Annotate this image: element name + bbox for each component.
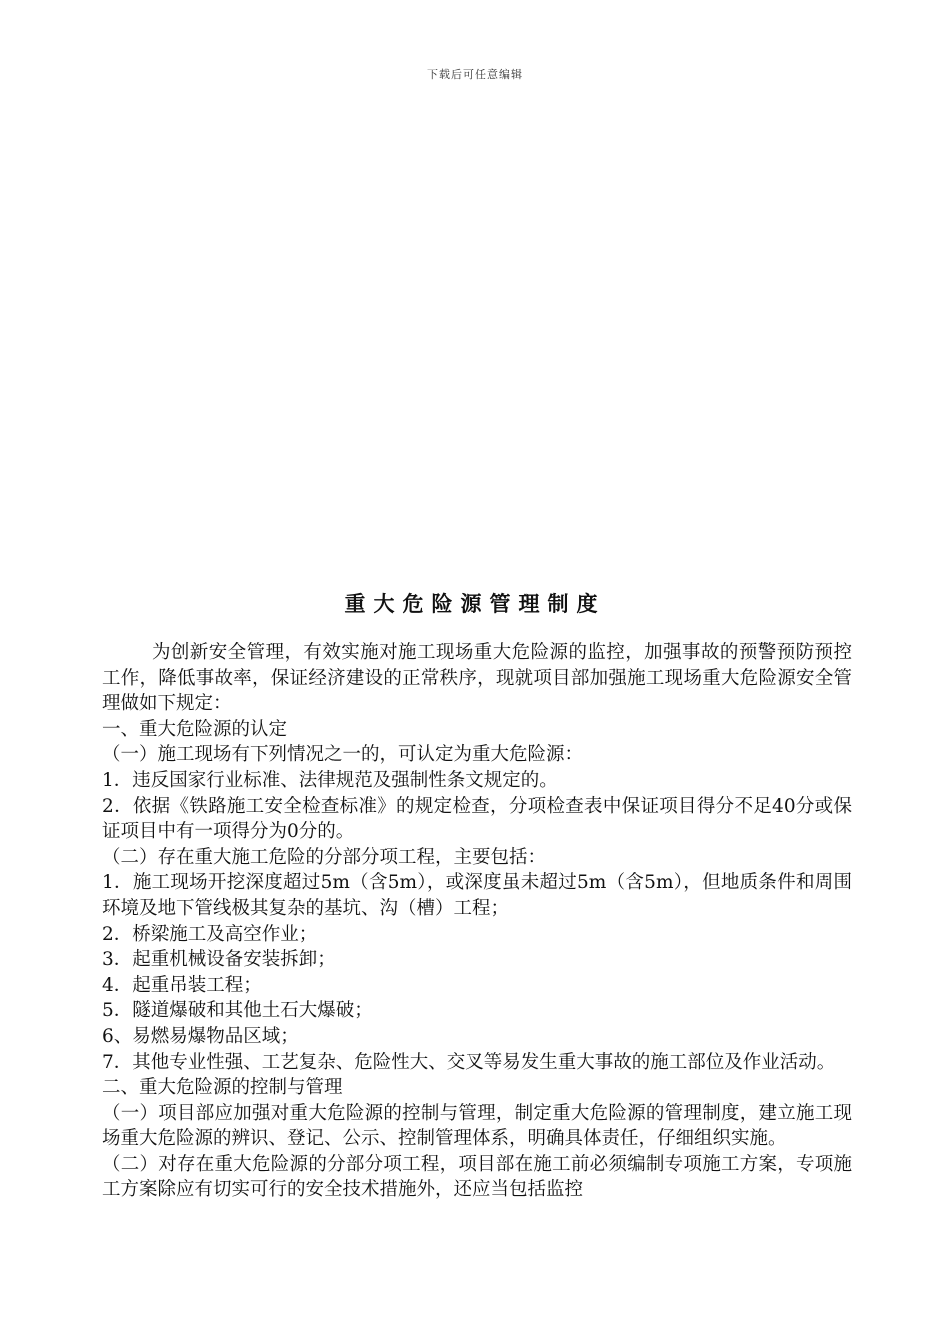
document-title: 重大危险源管理制度 bbox=[344, 592, 606, 616]
subsection-paragraph-2-2: （二）对存在重大危险源的分部分项工程，项目部在施工前必须编制专项施工方案，专项施工方案除应有切实可行的安全技术措施外，还应当包括监控 bbox=[102, 1153, 852, 1201]
subsection-heading-1-2: （二）存在重大施工危险的分部分项工程，主要包括： bbox=[102, 846, 547, 868]
list-item: 2．依据《铁路施工安全检查标准》的规定检查，分项检查表中保证项目得分不足40分或保证项目中有一项得分为0分的。 bbox=[102, 795, 852, 843]
subsection-paragraph-2-1: （一）项目部应加强对重大危险源的控制与管理，制定重大危险源的管理制度，建立施工现场重大危险源的辨识、登记、公示、控制管理体系，明确具体责任，仔细组织实施。 bbox=[102, 1102, 852, 1150]
list-item: 1．违反国家行业标准、法律规范及强制性条文规定的。 bbox=[102, 769, 558, 791]
document-body bbox=[102, 640, 852, 1203]
list-item: 2．桥梁施工及高空作业； bbox=[102, 923, 318, 945]
list-item: 1．施工现场开挖深度超过5m（含5m），或深度虽未超过5m（含5m），但地质条件和周围环境及地下管线极其复杂的基坑、沟（槽）工程； bbox=[102, 872, 852, 919]
download-edit-note: 下载后可任意编辑 bbox=[427, 68, 523, 81]
list-item: 6、易燃易爆物品区域； bbox=[102, 1025, 299, 1047]
list-item: 7．其他专业性强、工艺复杂、危险性大、交叉等易发生重大事故的施工部位及作业活动。 bbox=[102, 1051, 836, 1073]
list-item: 4．起重吊装工程； bbox=[102, 974, 262, 996]
section-heading-1: 一、重大危险源的认定 bbox=[102, 718, 288, 740]
section-heading-2: 二、重大危险源的控制与管理 bbox=[102, 1077, 343, 1099]
intro-paragraph: 为创新安全管理，有效实施对施工现场重大危险源的监控，加强事故的预警预防预控工作，降低事故率，保证经济建设的正常秩序，现就项目部加强施工现场重大危险源安全管理做如下规定： bbox=[102, 642, 852, 715]
subsection-heading-1-1: （一）施工现场有下列情况之一的，可认定为重大危险源： bbox=[102, 744, 584, 766]
list-item: 3．起重机械设备安装拆卸； bbox=[102, 949, 336, 971]
list-item: 5．隧道爆破和其他土石大爆破； bbox=[102, 1000, 373, 1022]
